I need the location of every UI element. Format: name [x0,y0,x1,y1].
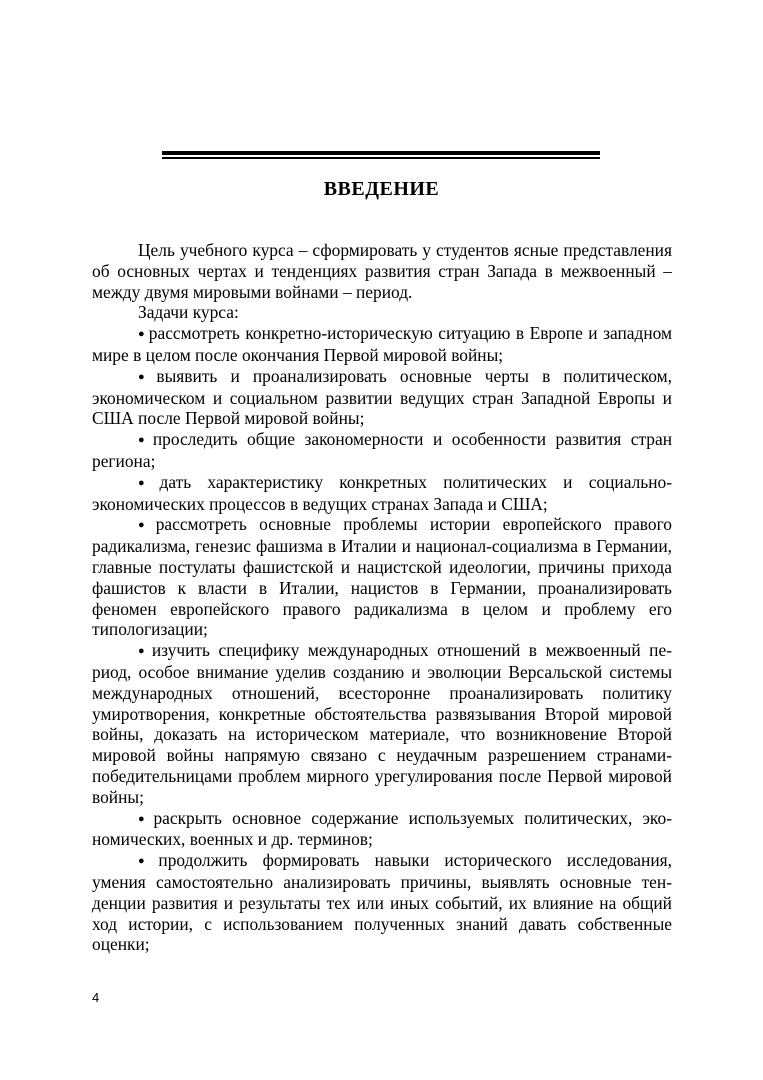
bullet-icon: ● [138,328,146,341]
header-rule-thin [162,157,600,159]
task-list-item-text: рассмотреть конкретно-историческую ситуацию в Европе и западном мире в целом после окончания Первой мировой войны; [92,323,672,365]
bullet-icon: ● [138,519,153,532]
tasks-label: Задачи курса: [138,302,239,323]
header-rule-thick [162,151,600,155]
task-list-item-text: проследить общие закономерности и особенности развития стран региона; [92,429,672,471]
task-list-item [92,640,672,807]
bullet-icon: ● [138,645,149,658]
task-list-item-text: изучить специфику международных отношений в межвоенный период, особое внимание уделив созданию и эволюции Версальской системы международных отношений, всесторонне проанализировать политику умиротворения, конкретные обстоятельства развязывания Второй мировой войны, доказать на историческом материале, что возникновение Второй мировой войны напрямую связано с неудачным разрешением странами-победительницами проблем мирного урегулирования после Первой мировой войны; [92,640,672,807]
task-list-item [92,366,672,429]
task-list-item [92,429,672,472]
intro-paragraph: Цель учебного курса – сформировать у студентов ясные представления об основных чертах и тенденциях развития стран Запада в межвоенный – между двумя мировыми войнами – период. [92,240,672,302]
task-list-item [92,514,672,640]
task-list-item [92,323,672,366]
bullet-icon: ● [138,434,150,447]
bullet-icon: ● [138,855,156,868]
page-title: ВВЕДЕНИЕ [323,178,440,200]
bullet-icon: ● [138,370,154,383]
page-number: 4 [92,990,100,1005]
bullet-icon: ● [138,812,151,825]
task-list-item [92,850,672,955]
task-list-item [92,808,672,851]
body-text [92,240,672,955]
task-list-item-text: дать характеристику конкретных политических и социально-экономических процессов в ведущих странах Запада и США; [92,471,672,514]
task-list-item-text: рассмотреть основные проблемы истории европейского правого радикализма, генезис фашизма в Италии и национал-социализма в Германии, главные постулаты фашистской и нацистской идеологии, причины прихода фашистов к власти в Италии, нацистов в Германии, проанализировать феномен европейского правого радикализма в целом и проблему его типологизации; [92,514,672,640]
task-list-item-text: продолжить формировать навыки исторического исследования, умения самостоятельно анализировать причины, выявлять основные тенденции развития и результаты тех или иных событий, их влияние на общий ход истории, с использованием полученных знаний давать собственные оценки; [92,850,672,955]
task-list-item-text: выявить и проанализировать основные черты в политическом, экономическом и социальном развитии ведущих стран Западной Европы и США после Первой мировой войны; [92,365,672,429]
task-list-item-text: раскрыть основное содержание используемых политических, экономических, военных и др. терминов; [92,807,672,850]
bullet-icon: ● [138,476,157,489]
task-list-item [92,472,672,515]
task-list [92,323,672,955]
